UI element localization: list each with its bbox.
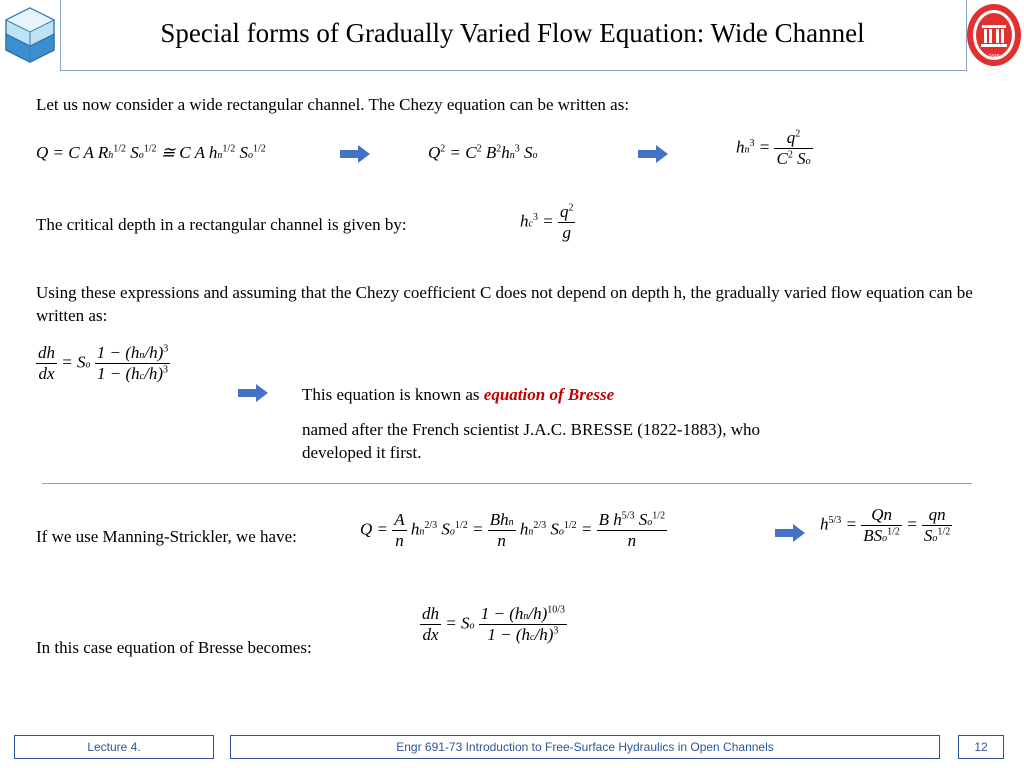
page-title: Special forms of Gradually Varied Flow Equation: Wide Channel <box>160 18 865 48</box>
divider <box>42 483 972 484</box>
arrow-right-icon <box>340 145 370 163</box>
bresse-name: equation of Bresse <box>483 385 615 404</box>
normal-depth-equation: $hn^3$ = $\frac{q^2}{C^2 So}$ <box>736 128 811 168</box>
bresse-known-label: This equation is known as <box>302 385 484 404</box>
footer-lecture: Lecture 4. <box>14 735 214 759</box>
seal-year: 1848 <box>988 54 1000 60</box>
bresse-manning-equation: $\frac{dh}{dx}$ = So $\frac{1 - (hn/h)^{10/3}}{1 - (hc/h)^3}$ <box>422 604 566 644</box>
manning-text: If we use Manning-Strickler, we have: <box>36 527 297 546</box>
logo-left <box>2 4 58 66</box>
channel-cube-icon <box>2 4 58 66</box>
arrow-right-icon <box>238 384 268 402</box>
intro-text: Let us now consider a wide rectangular channel. The Chezy equation can be written as: <box>36 95 630 114</box>
bresse-named-text: named after the French scientist J.A.C. BRESSE (1822-1883), who developed it first. <box>302 420 760 462</box>
critical-depth-equation: $hc^3$ = $\frac{q^2}{g}$ <box>520 202 574 242</box>
bresse-equation: $\frac{dh}{dx}$ = So $\frac{1 - (hn/h)^3}{1 - (hc/h)^3}$ <box>38 343 169 383</box>
bresse-known-text <box>302 383 614 406</box>
arrow-right-icon <box>775 524 805 542</box>
critical-depth-text: The critical depth in a rectangular channel is given by: <box>36 215 407 234</box>
logo-right <box>966 3 1022 67</box>
footer-course: Engr 691-73 Introduction to Free-Surface Hydraulics in Open Channels <box>230 735 940 759</box>
manning-equation: Q = $\frac{A}{n}$ $hn^{2/3}$ $So^{1/2}$ = $\frac{\text{Bhn}}{n}$ $hn^{2/3}$ $So^{1/2}$ = $\frac{B h^{5/3} So^{1/2}}{n}$ <box>360 510 666 550</box>
footer-page-number: 12 <box>958 735 1004 759</box>
case-text: In this case equation of Bresse becomes: <box>36 638 312 657</box>
using-text: Using these expressions and assuming that the Chezy coefficient C does not depend on depth h, the gradually varied flow equation can be written as: <box>36 283 973 325</box>
manning-depth-equation: $h^{5/3}$ = $\frac{Qn}{BSo^{1/2}}$ = $\frac{qn}{So^{1/2}}$ <box>820 505 951 545</box>
arrow-right-icon <box>638 145 668 163</box>
chezy-equation: Q = C A $Rh^{1/2}$ $So^{1/2}$ ≅ C A $hn^{1/2}$ $So^{1/2}$ <box>36 143 266 162</box>
chezy-squared-equation: $Q^2 = C^2$ $B^2hn^3$ So <box>428 143 538 162</box>
